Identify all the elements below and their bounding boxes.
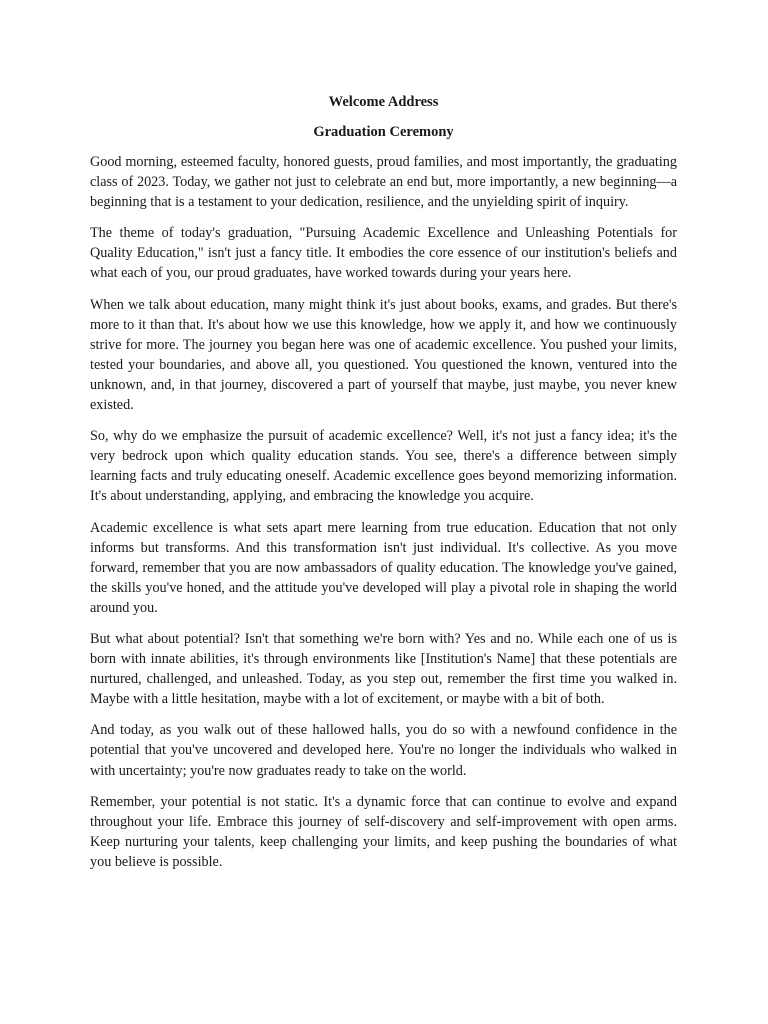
paragraph: Remember, your potential is not static. It's a dynamic force that can continue to evolve and expand throughout your life. Embrace this journey of self-discovery and self-improvement with open arms. Keep nurturing your talents, keep challenging your limits, and keep pushing the boundaries of what you believe is possible. (90, 793, 677, 870)
paragraph: The theme of today's graduation, "Pursuing Academic Excellence and Unleashing Potentials for Quality Education," isn't just a fancy title. It embodies the core essence of our institution's beliefs and what each of you, our proud graduates, have worked towards during your years here. (90, 225, 677, 282)
paragraph: So, why do we emphasize the pursuit of academic excellence? Well, it's not just a fancy idea; it's the very bedrock upon which quality education stands. You see, there's a difference between simply learning facts and truly educating oneself. Academic excellence goes beyond memorizing information. It's about understanding, applying, and embracing the knowledge you acquire. (90, 428, 677, 505)
paragraph: And today, as you walk out of these hallowed halls, you do so with a newfound confidence in the potential that you've uncovered and developed here. You're no longer the individuals who walked in with uncertainty; you're now graduates ready to take on the world. (90, 722, 677, 779)
paragraph: But what about potential? Isn't that something we're born with? Yes and no. While each one of us is born with innate abilities, it's through environments like [Institution's Name] that these potentials are nurtured, challenged, and unleashed. Today, as you step out, remember the first time you walked in. Maybe with a little hesitation, maybe with a lot of excitement, or maybe with a bit of both. (90, 630, 677, 708)
paragraph: When we talk about education, many might think it's just about books, exams, and grades. But there's more to it than that. It's about how we use this knowledge, how we apply it, and how we continuously strive for more. The journey you began here was one of academic excellence. You pushed your limits, tested your boundaries, and above all, you questioned. You questioned the known, ventured into the unknown, and, in that journey, discovered a part of yourself that maybe, just maybe, you never knew existed. (90, 296, 677, 414)
paragraph: Good morning, esteemed faculty, honored guests, proud families, and most importantly, the graduating class of 2023. Today, we gather not just to celebrate an end but, more importantly, a new beginning—a beginning that is a testament to your dedication, resilience, and the unyielding spirit of inquiry. (90, 154, 677, 211)
document-title: Welcome Address (328, 94, 439, 110)
paragraph: Academic excellence is what sets apart mere learning from true education. Education that not only informs but transforms. And this transformation isn't just individual. It's collective. As you move forward, remember that you are now ambassadors of quality education. The knowledge you've gained, the skills you've honed, and the attitude you've developed will play a pivotal role in shaping the world around you. (90, 519, 677, 616)
document-subtitle: Graduation Ceremony (313, 124, 454, 140)
document-body (90, 92, 677, 883)
